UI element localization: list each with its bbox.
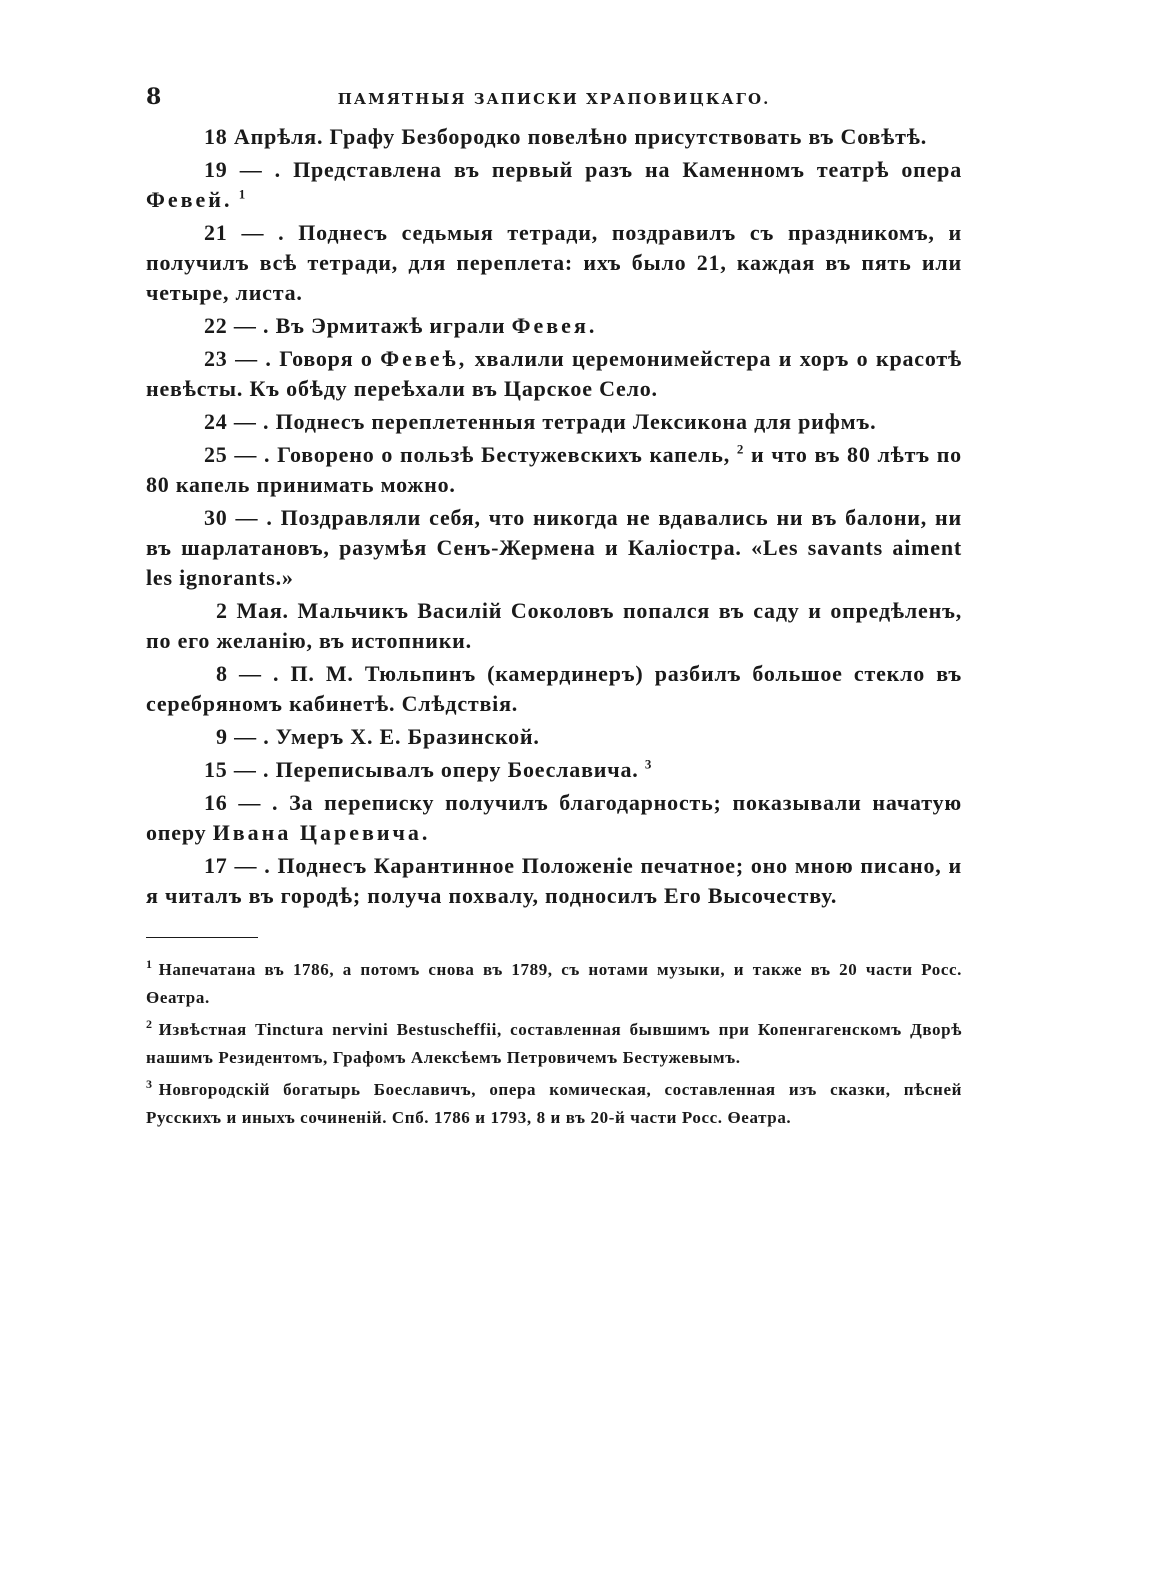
entry-date: 2 Мая.	[216, 598, 289, 623]
entry-date: 19 — .	[204, 157, 281, 182]
entry-text: Поздравляли себя, что никогда не вдавались ни въ балони, ни въ шарлатановъ, разумѣя Сенъ-Жермена и Каліостра. «Les savants aiment les ignorants.»	[146, 505, 962, 590]
diary-entry	[146, 311, 962, 341]
entry-text: П. М. Тюльпинъ (камердинеръ) разбилъ большое стекло въ серебряномъ кабинетѣ. Слѣдствія.	[146, 661, 963, 716]
entry-text: Графу Безбородко повелѣно присутствовать въ Совѣтѣ.	[323, 124, 928, 149]
entry-text: Поднесъ переплетенныя тетради Лексикона для рифмъ.	[269, 409, 877, 434]
entry-text: Говоря о	[271, 346, 381, 371]
entries	[146, 122, 962, 911]
entry-date: 30 — .	[204, 505, 273, 530]
footnote-ref: 1	[238, 186, 247, 202]
entry-text: Поднесъ седьмыя тетради, поздравилъ съ праздникомъ, и получилъ всѣ тетради, для переплета: ихъ было 21, каждая въ пять или четыре, листа.	[146, 220, 962, 305]
entry-date: 9 — .	[216, 724, 270, 749]
entry-date: 22 — .	[204, 313, 270, 338]
entry-date: 18 Апрѣля.	[204, 124, 324, 149]
book-page	[146, 82, 962, 1136]
diary-entry	[146, 722, 962, 752]
diary-entry	[146, 155, 962, 215]
diary-entry	[146, 407, 962, 437]
footnote-text: Напечатана въ 1786, а потомъ снова въ 1789, съ нотами музыки, и также въ 20 части Росс. Өеатра.	[146, 960, 962, 1007]
entry-text: Поднесъ Карантинное Положеніе печатное; оно мною писано, и я читалъ въ городѣ; получа похвалу, подносилъ Его Высочеству.	[146, 853, 962, 908]
entry-text: Въ Эрмитажѣ играли	[269, 313, 512, 338]
diary-entry	[146, 596, 962, 656]
entry-emphasis: Февея.	[511, 313, 598, 338]
entry-date: 25 — .	[204, 442, 271, 467]
diary-entry	[146, 788, 962, 848]
diary-entry	[146, 503, 962, 593]
diary-entry	[146, 122, 962, 152]
footnote-ref: 2	[736, 441, 745, 457]
diary-entry	[146, 851, 962, 911]
entry-date: 15 — .	[204, 757, 270, 782]
entry-date: 8 — .	[216, 661, 280, 686]
entry-text: За переписку получилъ благодарность; показывали начатую оперу	[146, 790, 962, 845]
running-title: ПАМЯТНЫЯ ЗАПИСКИ ХРАПОВИЦКАГО.	[337, 90, 771, 108]
footnote	[146, 1076, 962, 1132]
diary-entry	[146, 218, 962, 308]
footnotes	[146, 956, 962, 1132]
footnote-divider	[146, 937, 258, 938]
diary-entry	[146, 440, 962, 500]
entry-text: Мальчикъ Василій Соколовъ попался въ саду и опредѣленъ, по его желанію, въ истопники.	[146, 598, 962, 653]
entry-emphasis: Февеѣ,	[380, 346, 468, 371]
entry-emphasis: Февей.	[146, 187, 233, 212]
entry-date: 17 — .	[204, 853, 271, 878]
footnote	[146, 956, 962, 1012]
footnote-ref: 3	[644, 756, 653, 772]
entry-text: Умеръ Х. Е. Бразинской.	[269, 724, 540, 749]
footnote-mark: 1	[146, 957, 153, 972]
entry-date: 23 — .	[204, 346, 272, 371]
footnote-mark: 3	[146, 1077, 153, 1092]
entry-text: Переписывалъ оперу Боеславича.	[269, 757, 639, 782]
entry-text: Представлена въ первый разъ на Каменномъ театрѣ опера	[280, 157, 962, 182]
entry-text-continued: и что въ 80 лѣтъ по 80 капель принимать можно.	[146, 442, 962, 497]
entry-text: Говорено о пользѣ Бестужевскихъ капель,	[270, 442, 731, 467]
diary-entry	[146, 344, 962, 404]
page-number: 8	[146, 84, 162, 110]
entry-date: 16 — .	[204, 790, 279, 815]
footnote-text: Извѣстная Tinctura nervini Bestuscheffii, составленная бывшимъ при Копенгагенскомъ Дворѣ нашимъ Резидентомъ, Графомъ Алексѣемъ Петровичемъ Бестужевымъ.	[146, 1020, 962, 1067]
entry-text-continued: хвалили церемонимейстера и хоръ о красотѣ невѣсты. Къ обѣду переѣхали въ Царское Село.	[146, 346, 962, 401]
diary-entry	[146, 755, 962, 785]
footnote-mark: 2	[146, 1017, 153, 1032]
page-header	[146, 82, 962, 122]
entry-emphasis: Ивана Царевича.	[212, 820, 431, 845]
footnote-text: Новгородскій богатырь Боеславичъ, опера комическая, составленная изъ сказки, пѣсней Русскихъ и иныхъ сочиненій. Спб. 1786 и 1793, 8 и въ 20-й части Росс. Өеатра.	[146, 1080, 962, 1127]
footnote	[146, 1016, 962, 1072]
diary-entry	[146, 659, 962, 719]
entry-date: 24 — .	[204, 409, 270, 434]
entry-date: 21 — .	[204, 220, 285, 245]
